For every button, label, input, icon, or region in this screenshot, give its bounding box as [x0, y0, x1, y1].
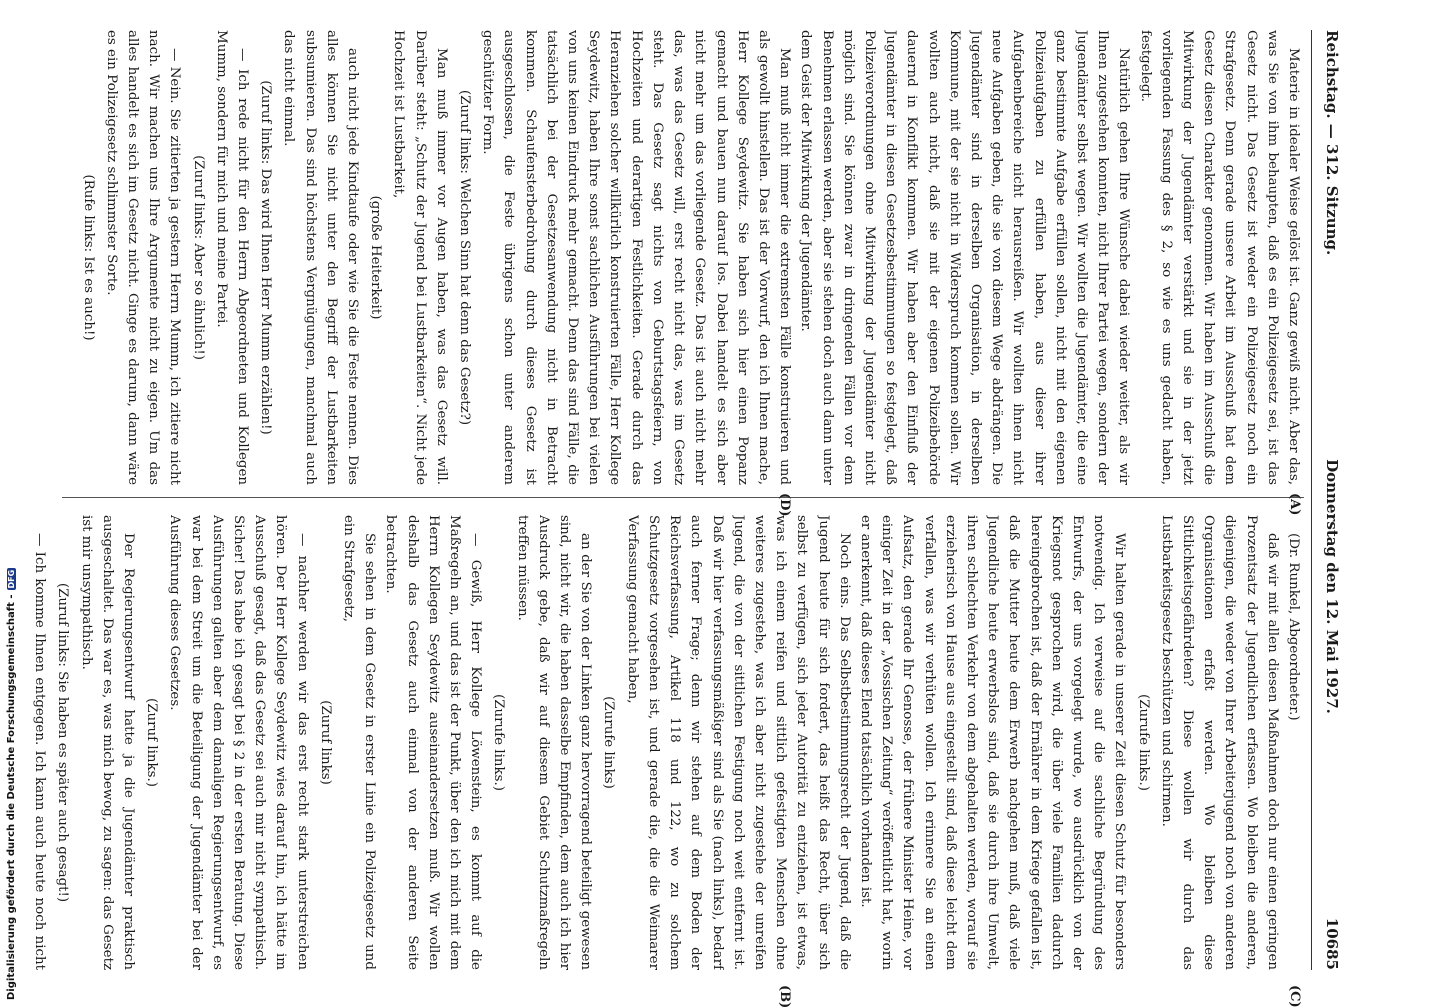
side-note-text: Digitalisierung gefördert durch die Deutsche Forschungsgemeinschaft -: [5, 594, 17, 1000]
paragraph: Sie sehen in dem Gesetz in erster Linie ein Polizeigesetz und ein Strafgesetz,: [341, 515, 378, 970]
margin-mark-c: (C): [1287, 985, 1302, 1008]
text-column-left: [32, 30, 1304, 485]
paragraph: auch nicht jede Kindtaufe oder wie Sie die Feste nennen. Dies alles können Sie nicht unter den Begriff der Lustbarkeiten subsumieren. Das sind höchstens Vergnügungen, manchmal auch das nicht einmal.: [281, 30, 361, 485]
paragraph: — Ich komme Ihnen entgegen. Ich kann auch heute noch nicht: [32, 533, 48, 970]
interjection: (Zuruf links: Das wird Ihnen Herr Mumm erzählen!): [258, 80, 274, 435]
interjection: (Zuruf links: Sie haben es später auch gesagt!): [55, 582, 71, 903]
interjection: (große Heiterkeit): [368, 195, 384, 320]
rotated-page-content: [22, 0, 1352, 1008]
margin-mark-d: (D): [777, 493, 792, 517]
header-date: Donnerstag den 12. Mai 1927.: [1323, 459, 1341, 714]
paragraph: — Gewiß, Herr Kollege Löwenstein, es kommt auf die Maßregeln an, und das ist der Punkt, über den ich mich mit dem Herrn Kollegen Seydewitz auseinandersetzen muß. Wir wollen deshalb das Gesetz auch einmal von der anderen Seite betrachten.: [383, 515, 484, 970]
interjection: (Zuruf links: Welchen Sinn hat denn das Gesetz?): [457, 89, 473, 426]
interjection: (Zurufe links): [601, 696, 617, 789]
margin-mark-b: (B): [777, 985, 792, 1008]
text-column-right: [32, 515, 1304, 970]
interjection: (Zurufe links.): [1135, 694, 1151, 791]
page-header: [1311, 30, 1352, 970]
paragraph: an der Sie von der Linken ganz hervorragend beteiligt gewesen sind, nicht wir, die haben dasselbe Empfinden, dem auch ich hier Ausdruck gebe, daß wir auf diesem Gebiet Schutzmaßregeln treffen müssen.: [514, 515, 594, 970]
paragraph: Wir halten gerade in unserer Zeit diesen Schutz für besonders notwendig. Ich verweise auf die sachliche Begründung des Entwurfs, der uns vorgelegt wurde, wo ausdrücklich von der Kriegsnot gesprochen wird, die über viele Familien dadurch hereingebrochen ist, daß der Ernährer in dem Kriege gefallen ist, daß die Mutter heute dem Erwerb nachgehen muß, daß viele Jugendliche heute erwerbslos sind, daß sie durch ihre Umwelt, ihren schlechten Verkehr von dem abgehalten werden, worauf sie erzieherisch von Hause aus eingestellt sind, daß diese leicht dem verfallen, was wir verhüten wollen. Ich erinnere Sie an einen Aufsatz, den gerade Ihr Genosse, der frühere Minister Heine, vor einiger Zeit in der „Vossischen Zeitung“ veröffentlicht hat, worin er anerkennt, daß dieses Elend tatsächlich vorhanden ist.: [857, 515, 1128, 970]
paragraph: Natürlich gehen Ihre Wünsche dabei wieder weiter, als wir Ihnen zugestehen konnten, nicht Ihrer Partei wegen, sondern der Jugendämter selbst wegen. Wir wollten die Jugendämter, die eine ganz bestimmte Aufgabe erfüllen sollen, nicht mit den eigenen Polizeiaufgaben zu erfüllen haben, aus dieser ihrer Aufgabenbereiche nicht herausreißen. Wir wollten ihnen nicht neue Aufgaben geben, die sie von diesem Wege abdrängen. Die Jugendämter sind in derselben Organisation, in derselben Kommune, mit der sie nicht in Widerspruch kommen sollen. Wir wollten auch nicht, daß sie mit der eigenen Polizeibehörde dauernd in Konflikt kommen. Wir haben aber den Einfluß der Jugendämter in diesen Gesetzesbestimmungen so festgelegt, daß Polizeiverordnungen ohne Mitwirkung der Jugendämter nicht möglich sind. Sie können zwar in dringenden Fällen vor dem Benehmen erlassen werden, aber sie stehen doch auch dann unter dem Geist der Mitwirkung der Jugendämter.: [798, 30, 1132, 485]
paragraph: Man muß nicht immer die extremsten Fälle konstruieren und als gewollt hinstellen. Das ist der Vorwurf, den ich Ihnen mache, Herr Kollege Seydewitz. Sie haben sich hier einen Popanz gemacht und bauen nun darauf los. Dabei handelt es sich aber nicht mehr um das vorliegende Gesetz. Das ist auch nicht mehr das, was das Gesetz will, erst recht nicht das, was im Gesetz steht. Das Gesetz sagt nichts von Geburtstagsfeiern, von Hochzeiten und derartigen Festlichkeiten. Gerade durch das Heranziehen solcher willkürlich konstruierten Fälle, Herr Kollege Seydewitz, haben Ihre sonst sachlichen Ausführungen bei vielen von uns keinen Eindruck mehr gemacht. Denn das sind Fälle, die tatsächlich bei der Gesetzesanwendung nicht in Betracht kommen. Schaufensterbedrohung durch dieses Gesetz ist ausgeschlossen, die Feste übrigens schon unter anderem geschützter Form.: [480, 30, 793, 485]
interjection: (Zuruf links: Aber so ähnlich!): [190, 155, 206, 360]
paragraph: Materie in idealer Weise gelöst ist. Ganz gewiß nicht. Aber das, was Sie von ihm behaupten, daß es ein Polizeigesetz sei, ist das Gesetz nicht. Das Gesetz ist weder ein Polizeigesetz noch ein Strafgesetz. Denn gerade unsere Arbeit im Ausschuß hat dem Gesetz diesen Charakter genommen. Wir haben im Ausschuß die Mitwirkung der Jugendämter verstärkt und sie in der jetzt vorliegenden Fassung des § 2, so wie es uns gedacht haben, festgelegt.: [1137, 30, 1301, 485]
interjection: (Zuruf links): [317, 700, 333, 785]
interjection: (Rufe links: Ist es auch!): [80, 174, 96, 341]
paragraph: Man muß immer vor Augen haben, was das Gesetz will. Darüber steht: „Schutz der Jugend bei Lustbarkeiten“. Nicht jede Hochzeit ist Lustbarkeit,: [391, 30, 449, 485]
paragraph: — Nein. Sie zitierten ja gestern Herrn Mumm, ich zitiere nicht nach. Wir machen uns Ihre Argumente nicht zu eigen. Um das alles handelt es sich im Gesetz nicht. Ginge es darum, dann wäre es ein Polizeigesetz schlimmster Sorte.: [103, 30, 183, 485]
margin-mark-a: (A): [1287, 493, 1302, 516]
paragraph: daß wir mit allen diesen Maßnahmen doch nur einen geringen Prozentsatz der Jugendlichen erfassen. Wo bleiben die anderen, diejenigen, die weder von Ihrer Arbeiterjugend noch von anderen Organisationen erfaßt werden. Wo bleiben diese Sittlichkeitsgefährdeten? Diese wollen wir durch das Lustbarkeitsgesetz beschützen und schirmen.: [1158, 515, 1280, 970]
paragraph: — nachher werden wir das erst recht stark unterstreichen hören. Der Herr Kollege Seydewitz wies darauf hin, ich hätte im Ausschuß gesagt, daß das Gesetz sei auch mir nicht sympathisch. Sicher! Das habe ich gesagt bei § 2 in der ersten Beratung. Diese Ausführungen galten aber dem damaligen Regierungsentwurf, es war bei dem Streit um die Beteiligung der Jugendämter bei der Ausführung dieses Gesetzes.: [167, 515, 310, 970]
paragraph: Der Regierungsentwurf hatte ja die Jugendämter praktisch ausgeschaltet. Das war es, was mich bewog, zu sagen: das Gesetz ist mir unsympathisch.: [78, 515, 137, 970]
paragraph: (Dr. Runkel, Abgeordneter.): [1286, 533, 1301, 721]
column-divider: [62, 497, 1304, 498]
paragraph: — Ich rede nicht für den Herrn Abgeordneten und Kollegen Mumm, sondern für mich und meine Partei.: [213, 30, 251, 485]
side-note: [4, 0, 18, 1000]
paragraph: Noch eins. Das Selbstbestimmungsrecht der Jugend, daß die Jugend heute für sich fordert, das heißt das Recht, über sich selbst zu verfügen, sich jeder Autorität zu entziehen, ist etwas, was ich einem reifen und sittlich gefestigten Menschen ohne weiteres zugestehe, was ich aber nicht zugestehe der unreifen Jugend, die von der sittlichen Festigung noch weit entfernt ist. Daß wir hier verfassungsmäßiger sind als Sie (nach links), bedarf auch ferner Frage; denn wir stehen auf dem Boden der Reichsverfassung, Artikel 118 und 122, wo zu solchem Schutzgesetz vorgesehen ist, und gerade die, die die Weimarer Verfassung gemacht haben,: [624, 515, 852, 970]
interjection: (Zurufe links.): [491, 694, 507, 791]
page-number: 10685: [1323, 917, 1341, 970]
side-note-strip: [4, 0, 18, 1000]
interjection: (Zuruf links.): [144, 697, 160, 788]
header-left: Reichstag. — 312. Sitzung.: [1323, 30, 1341, 256]
dfg-logo: DFG: [6, 569, 16, 589]
